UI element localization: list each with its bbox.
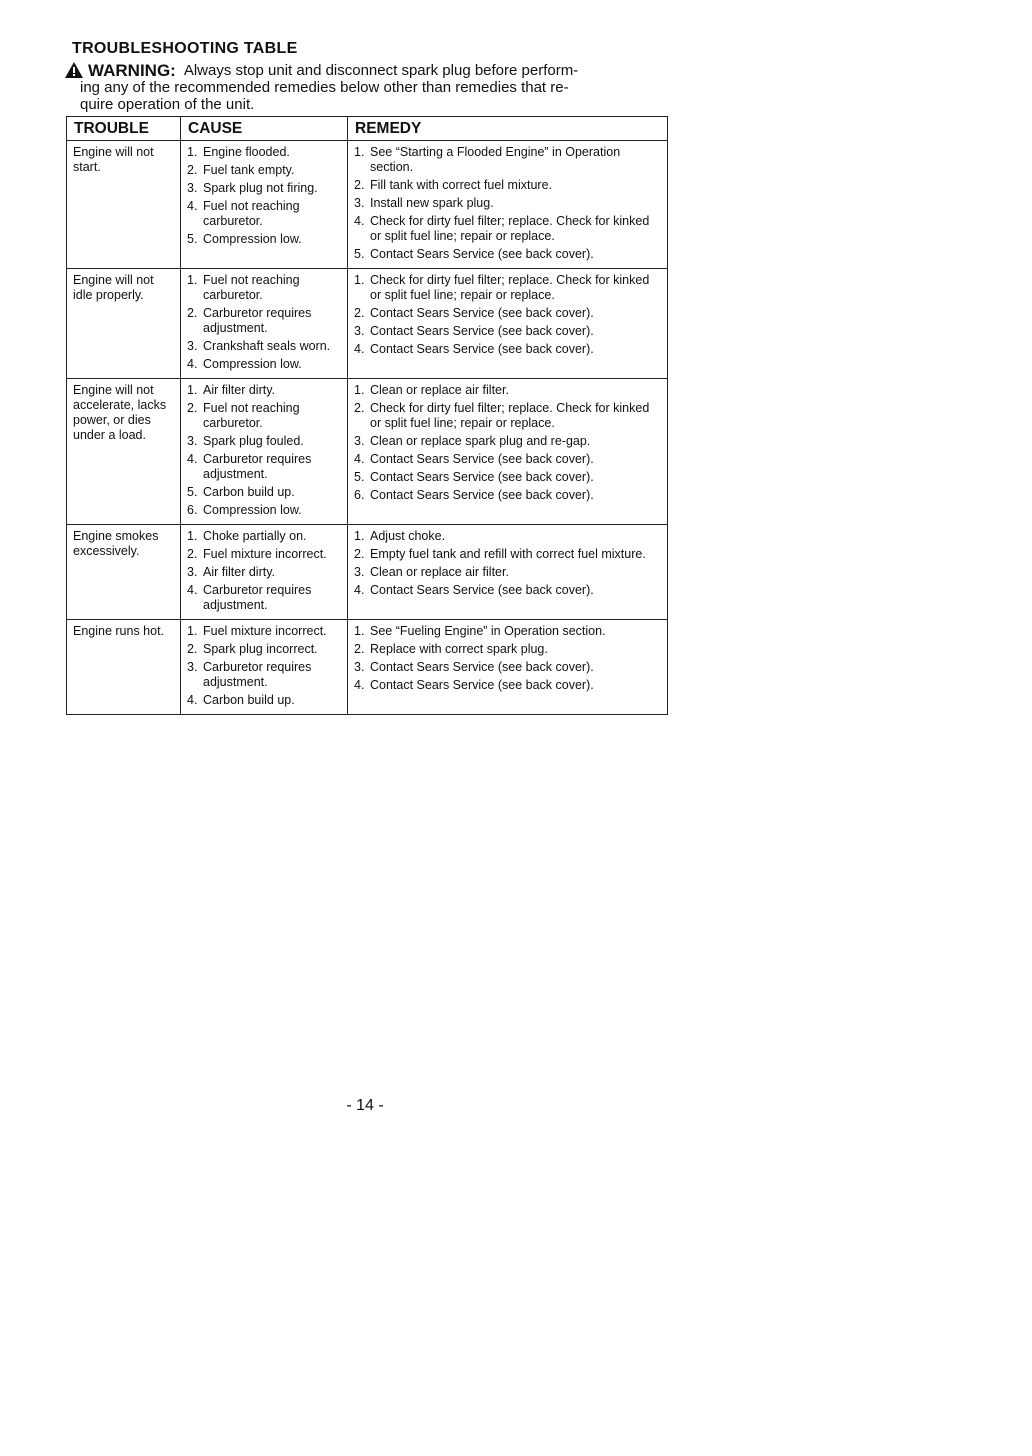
- trouble-cell: Engine will not idle properly.: [67, 269, 181, 379]
- item-text: Fuel not reaching carburetor.: [203, 401, 300, 430]
- item-text: See “Starting a Flooded Engine” in Operation section.: [370, 145, 621, 174]
- item-text: Contact Sears Service (see back cover).: [370, 470, 594, 484]
- item-text: Spark plug not firing.: [203, 181, 318, 195]
- remedy-item: [354, 470, 661, 485]
- item-number: 4.: [187, 199, 198, 213]
- item-text: Crankshaft seals worn.: [203, 339, 331, 353]
- item-text: Adjust choke.: [370, 529, 446, 543]
- item-number: 1.: [187, 624, 198, 638]
- page-number: - 14 -: [346, 1097, 384, 1114]
- cause-item: [187, 383, 341, 398]
- cause-item: [187, 660, 341, 690]
- remedy-cell: [348, 525, 668, 620]
- remedy-item: [354, 214, 661, 244]
- table-row: [67, 620, 668, 715]
- item-text: Contact Sears Service (see back cover).: [370, 660, 594, 674]
- remedy-item: [354, 383, 661, 398]
- remedy-cell: [348, 620, 668, 715]
- item-text: Contact Sears Service (see back cover).: [370, 306, 594, 320]
- remedy-cell: [348, 141, 668, 269]
- item-number: 5.: [187, 485, 198, 499]
- item-text: Carburetor requires adjustment.: [203, 306, 312, 335]
- item-text: Contact Sears Service (see back cover).: [370, 342, 594, 356]
- item-text: Contact Sears Service (see back cover).: [370, 247, 594, 261]
- item-text: Check for dirty fuel filter; replace. Check for kinked or split fuel line; repair or replace.: [370, 273, 650, 302]
- item-text: Fuel mixture incorrect.: [203, 624, 327, 638]
- remedy-item: [354, 273, 661, 303]
- remedy-cell: [348, 269, 668, 379]
- item-text: Compression low.: [203, 503, 302, 517]
- item-text: Carburetor requires adjustment.: [203, 452, 312, 481]
- item-text: Contact Sears Service (see back cover).: [370, 324, 594, 338]
- item-text: Empty fuel tank and refill with correct fuel mixture.: [370, 547, 646, 561]
- cause-item: [187, 547, 341, 562]
- item-number: 4.: [354, 452, 365, 466]
- item-text: Replace with correct spark plug.: [370, 642, 548, 656]
- trouble-cell: Engine will not start.: [67, 141, 181, 269]
- item-number: 3.: [187, 181, 198, 195]
- item-number: 2.: [354, 401, 365, 415]
- item-text: Carbon build up.: [203, 485, 295, 499]
- table-row: [67, 141, 668, 269]
- item-text: Check for dirty fuel filter; replace. Check for kinked or split fuel line; repair or replace.: [370, 214, 650, 243]
- item-number: 2.: [187, 642, 198, 656]
- trouble-cell: Engine runs hot.: [67, 620, 181, 715]
- item-text: Clean or replace air filter.: [370, 565, 509, 579]
- item-text: Fuel tank empty.: [203, 163, 295, 177]
- item-text: Check for dirty fuel filter; replace. Check for kinked or split fuel line; repair or replace.: [370, 401, 650, 430]
- item-text: Engine flooded.: [203, 145, 290, 159]
- item-number: 4.: [187, 357, 198, 371]
- item-text: Air filter dirty.: [203, 565, 275, 579]
- cause-cell: [181, 269, 348, 379]
- item-text: Compression low.: [203, 232, 302, 246]
- item-number: 1.: [187, 529, 198, 543]
- cause-cell: [181, 141, 348, 269]
- item-number: 1.: [354, 529, 365, 543]
- item-number: 2.: [354, 178, 365, 192]
- item-text: Fuel mixture incorrect.: [203, 547, 327, 561]
- item-number: 2.: [187, 306, 198, 320]
- item-number: 3.: [187, 660, 198, 674]
- item-number: 4.: [187, 583, 198, 597]
- item-number: 4.: [187, 452, 198, 466]
- table-body: [67, 141, 668, 715]
- item-number: 4.: [187, 693, 198, 707]
- remedy-item: [354, 306, 661, 321]
- item-text: Choke partially on.: [203, 529, 307, 543]
- cause-item: [187, 163, 341, 178]
- table-header-row: [67, 117, 668, 141]
- item-number: 3.: [354, 434, 365, 448]
- item-number: 1.: [187, 273, 198, 287]
- remedy-item: [354, 565, 661, 580]
- item-text: Air filter dirty.: [203, 383, 275, 397]
- item-text: Fuel not reaching carburetor.: [203, 199, 300, 228]
- item-text: Spark plug fouled.: [203, 434, 304, 448]
- remedy-item: [354, 145, 661, 175]
- warning-icon: [64, 61, 84, 79]
- item-number: 1.: [187, 145, 198, 159]
- warning-label: WARNING:: [88, 61, 176, 80]
- header-trouble: TROUBLE: [67, 117, 181, 141]
- cause-cell: [181, 620, 348, 715]
- item-text: Contact Sears Service (see back cover).: [370, 488, 594, 502]
- cause-cell: [181, 525, 348, 620]
- item-number: 4.: [354, 214, 365, 228]
- cause-item: [187, 273, 341, 303]
- remedy-item: [354, 178, 661, 193]
- remedy-item: [354, 434, 661, 449]
- remedy-item: [354, 529, 661, 544]
- item-number: 2.: [354, 306, 365, 320]
- item-number: 5.: [187, 232, 198, 246]
- remedy-item: [354, 642, 661, 657]
- item-number: 5.: [354, 470, 365, 484]
- table-row: [67, 269, 668, 379]
- cause-item: [187, 485, 341, 500]
- remedy-item: [354, 660, 661, 675]
- item-number: 2.: [354, 642, 365, 656]
- page-title: TROUBLESHOOTING TABLE: [72, 40, 298, 57]
- item-number: 4.: [354, 583, 365, 597]
- remedy-cell: [348, 379, 668, 525]
- cause-item: [187, 357, 341, 372]
- trouble-cell: Engine smokes excessively.: [67, 525, 181, 620]
- item-number: 3.: [354, 324, 365, 338]
- item-number: 6.: [187, 503, 198, 517]
- item-number: 4.: [354, 678, 365, 692]
- remedy-item: [354, 583, 661, 598]
- item-text: Contact Sears Service (see back cover).: [370, 452, 594, 466]
- cause-item: [187, 624, 341, 639]
- remedy-item: [354, 247, 661, 262]
- item-text: Install new spark plug.: [370, 196, 494, 210]
- item-number: 1.: [354, 145, 365, 159]
- cause-item: [187, 642, 341, 657]
- item-text: Fill tank with correct fuel mixture.: [370, 178, 552, 192]
- item-number: 6.: [354, 488, 365, 502]
- cause-item: [187, 434, 341, 449]
- cause-item: [187, 339, 341, 354]
- cause-item: [187, 306, 341, 336]
- item-number: 2.: [187, 547, 198, 561]
- warning-text-line2: ing any of the recommended remedies below other than remedies that re-: [80, 79, 569, 96]
- remedy-item: [354, 488, 661, 503]
- cause-item: [187, 232, 341, 247]
- item-number: 3.: [354, 196, 365, 210]
- table-row: [67, 379, 668, 525]
- cause-cell: [181, 379, 348, 525]
- remedy-item: [354, 324, 661, 339]
- item-text: Carburetor requires adjustment.: [203, 583, 312, 612]
- warning-block: [64, 61, 644, 113]
- remedy-item: [354, 196, 661, 211]
- remedy-item: [354, 342, 661, 357]
- item-text: Contact Sears Service (see back cover).: [370, 678, 594, 692]
- item-number: 3.: [187, 339, 198, 353]
- header-cause: CAUSE: [181, 117, 348, 141]
- item-number: 2.: [187, 163, 198, 177]
- remedy-item: [354, 678, 661, 693]
- item-text: Spark plug incorrect.: [203, 642, 318, 656]
- cause-item: [187, 181, 341, 196]
- cause-item: [187, 452, 341, 482]
- item-text: Carburetor requires adjustment.: [203, 660, 312, 689]
- cause-item: [187, 565, 341, 580]
- item-number: 1.: [354, 383, 365, 397]
- cause-item: [187, 145, 341, 160]
- item-number: 3.: [187, 565, 198, 579]
- cause-item: [187, 503, 341, 518]
- cause-item: [187, 693, 341, 708]
- item-number: 4.: [354, 342, 365, 356]
- remedy-item: [354, 624, 661, 639]
- cause-item: [187, 583, 341, 613]
- remedy-item: [354, 452, 661, 467]
- item-number: 1.: [354, 624, 365, 638]
- item-number: 2.: [187, 401, 198, 415]
- cause-item: [187, 529, 341, 544]
- item-text: Compression low.: [203, 357, 302, 371]
- item-number: 1.: [354, 273, 365, 287]
- item-text: Clean or replace air filter.: [370, 383, 509, 397]
- cause-item: [187, 199, 341, 229]
- item-text: See “Fueling Engine” in Operation section.: [370, 624, 606, 638]
- warning-text-line3: quire operation of the unit.: [80, 96, 255, 113]
- item-text: Clean or replace spark plug and re-gap.: [370, 434, 591, 448]
- item-number: 3.: [187, 434, 198, 448]
- item-text: Carbon build up.: [203, 693, 295, 707]
- cause-item: [187, 401, 341, 431]
- item-text: Fuel not reaching carburetor.: [203, 273, 300, 302]
- remedy-item: [354, 401, 661, 431]
- remedy-item: [354, 547, 661, 562]
- header-remedy: REMEDY: [348, 117, 668, 141]
- troubleshooting-table: [66, 116, 668, 715]
- item-number: 3.: [354, 660, 365, 674]
- item-number: 1.: [187, 383, 198, 397]
- item-number: 2.: [354, 547, 365, 561]
- item-number: 5.: [354, 247, 365, 261]
- item-number: 3.: [354, 565, 365, 579]
- table-row: [67, 525, 668, 620]
- warning-text-line1: Always stop unit and disconnect spark plug before perform-: [183, 62, 579, 79]
- trouble-cell: Engine will not accelerate, lacks power, or dies under a load.: [67, 379, 181, 525]
- item-text: Contact Sears Service (see back cover).: [370, 583, 594, 597]
